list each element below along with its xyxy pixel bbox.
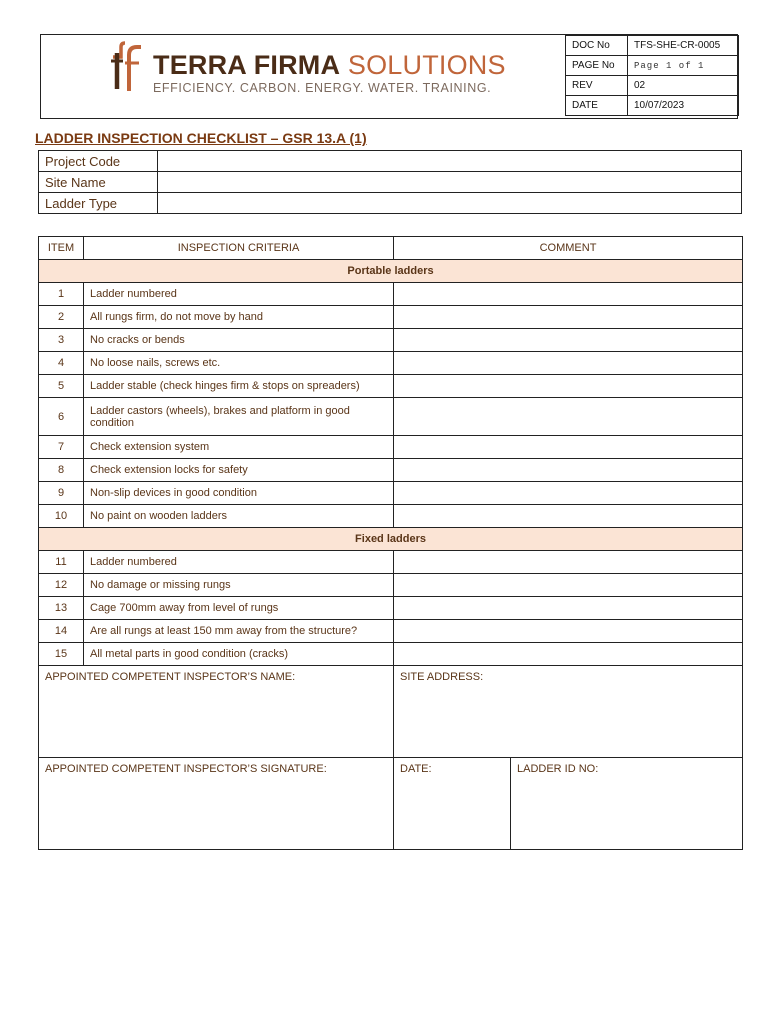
document-title: LADDER INSPECTION CHECKLIST – GSR 13.A (1): [35, 130, 367, 146]
comment-field[interactable]: [394, 375, 743, 398]
checklist-row: [39, 352, 743, 375]
item-number: 9: [39, 482, 84, 505]
section-title: Fixed ladders: [39, 528, 743, 551]
criteria-text: Check extension system: [84, 436, 394, 459]
comment-field[interactable]: [394, 505, 743, 528]
item-number: 11: [39, 551, 84, 574]
checklist-row: [39, 574, 743, 597]
item-number: 14: [39, 620, 84, 643]
comment-field[interactable]: [394, 597, 743, 620]
inspection-checklist-table: [38, 236, 743, 850]
doc-meta-value: Page 1 of 1: [628, 56, 739, 76]
footer-row: [39, 666, 743, 758]
item-number: 8: [39, 459, 84, 482]
comment-field[interactable]: [394, 482, 743, 505]
doc-meta-key: DOC No: [566, 36, 628, 56]
checklist-row: [39, 283, 743, 306]
checklist-row: [39, 398, 743, 436]
ladder-type-field[interactable]: [158, 193, 742, 214]
criteria-text: No paint on wooden ladders: [84, 505, 394, 528]
criteria-text: Ladder numbered: [84, 283, 394, 306]
criteria-text: Cage 700mm away from level of rungs: [84, 597, 394, 620]
project-info-table: [38, 150, 742, 214]
info-label: Site Name: [39, 172, 158, 193]
item-number: 10: [39, 505, 84, 528]
checklist-row: [39, 643, 743, 666]
criteria-column-header: INSPECTION CRITERIA: [84, 237, 394, 260]
criteria-text: Ladder castors (wheels), brakes and platform in good condition: [84, 398, 394, 436]
section-title: Portable ladders: [39, 260, 743, 283]
comment-field[interactable]: [394, 352, 743, 375]
item-number: 5: [39, 375, 84, 398]
item-number: 6: [39, 398, 84, 436]
comment-field[interactable]: [394, 620, 743, 643]
info-label: Ladder Type: [39, 193, 158, 214]
project-info-row: [39, 151, 742, 172]
company-name-light: SOLUTIONS: [340, 50, 506, 80]
item-number: 2: [39, 306, 84, 329]
site-address-field[interactable]: SITE ADDRESS:: [394, 666, 743, 758]
criteria-text: All metal parts in good condition (cracks): [84, 643, 394, 666]
comment-field[interactable]: [394, 551, 743, 574]
comment-field[interactable]: [394, 306, 743, 329]
doc-meta-value: 02: [628, 76, 739, 96]
comment-field[interactable]: [394, 459, 743, 482]
company-tagline: EFFICIENCY. CARBON. ENERGY. WATER. TRAINING.: [153, 81, 492, 95]
criteria-text: Non-slip devices in good condition: [84, 482, 394, 505]
date-field[interactable]: DATE:: [394, 758, 511, 850]
doc-meta-key: DATE: [566, 96, 628, 116]
criteria-text: Check extension locks for safety: [84, 459, 394, 482]
company-name: [153, 50, 506, 81]
checklist-row: [39, 459, 743, 482]
company-name-bold: TERRA FIRMA: [153, 50, 341, 80]
doc-meta-row: [566, 76, 739, 96]
comment-field[interactable]: [394, 398, 743, 436]
doc-meta-key: PAGE No: [566, 56, 628, 76]
checklist-header-row: [39, 237, 743, 260]
checklist-row: [39, 551, 743, 574]
criteria-text: No damage or missing rungs: [84, 574, 394, 597]
checklist-row: [39, 329, 743, 352]
doc-meta-key: REV: [566, 76, 628, 96]
comment-field[interactable]: [394, 329, 743, 352]
section-header-row: [39, 528, 743, 551]
criteria-text: Ladder stable (check hinges firm & stops on spreaders): [84, 375, 394, 398]
project-info-row: [39, 193, 742, 214]
item-number: 15: [39, 643, 84, 666]
doc-meta-row: [566, 36, 739, 56]
inspector-name-field[interactable]: APPOINTED COMPETENT INSPECTOR’S NAME:: [39, 666, 394, 758]
comment-field[interactable]: [394, 574, 743, 597]
criteria-text: No loose nails, screws etc.: [84, 352, 394, 375]
criteria-text: Are all rungs at least 150 mm away from the structure?: [84, 620, 394, 643]
criteria-text: All rungs firm, do not move by hand: [84, 306, 394, 329]
checklist-row: [39, 436, 743, 459]
item-number: 12: [39, 574, 84, 597]
item-number: 13: [39, 597, 84, 620]
doc-meta-row: [566, 56, 739, 76]
company-logo: [107, 39, 507, 115]
project-info-row: [39, 172, 742, 193]
ladder-id-field[interactable]: LADDER ID NO:: [511, 758, 743, 850]
site-name-field[interactable]: [158, 172, 742, 193]
item-number: 1: [39, 283, 84, 306]
info-label: Project Code: [39, 151, 158, 172]
doc-meta-row: [566, 96, 739, 116]
footer-row: [39, 758, 743, 850]
checklist-row: [39, 505, 743, 528]
criteria-text: Ladder numbered: [84, 551, 394, 574]
item-column-header: ITEM: [39, 237, 84, 260]
comment-column-header: COMMENT: [394, 237, 743, 260]
comment-field[interactable]: [394, 283, 743, 306]
checklist-row: [39, 620, 743, 643]
section-header-row: [39, 260, 743, 283]
checklist-row: [39, 306, 743, 329]
item-number: 7: [39, 436, 84, 459]
checklist-row: [39, 375, 743, 398]
project-code-field[interactable]: [158, 151, 742, 172]
checklist-row: [39, 482, 743, 505]
inspector-signature-field[interactable]: APPOINTED COMPETENT INSPECTOR’S SIGNATURE:: [39, 758, 394, 850]
checklist-row: [39, 597, 743, 620]
comment-field[interactable]: [394, 643, 743, 666]
comment-field[interactable]: [394, 436, 743, 459]
terra-firma-logo-mark: [107, 39, 147, 99]
item-number: 4: [39, 352, 84, 375]
doc-meta-value: TFS-SHE-CR-0005: [628, 36, 739, 56]
doc-meta-table: [565, 35, 739, 116]
doc-meta-value: 10/07/2023: [628, 96, 739, 116]
document-header: [40, 34, 738, 119]
item-number: 3: [39, 329, 84, 352]
criteria-text: No cracks or bends: [84, 329, 394, 352]
